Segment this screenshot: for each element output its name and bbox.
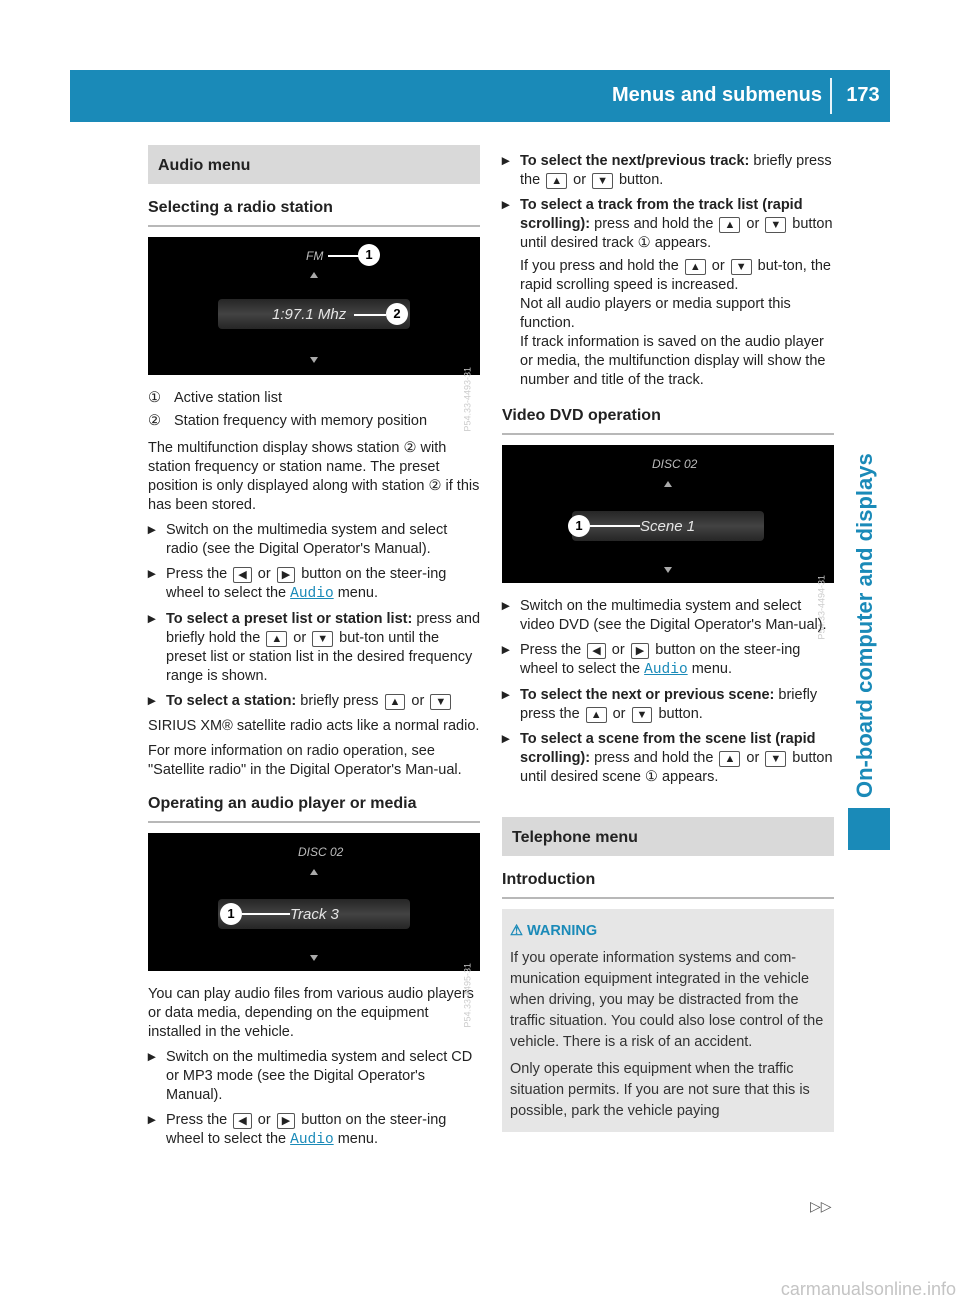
page-number: 173	[846, 84, 880, 106]
down-button-icon: ▼	[430, 694, 451, 710]
down-button-icon: ▼	[312, 631, 333, 647]
frequency-label: 1:97.1 Mhz	[272, 306, 347, 323]
track-label: Track 3	[290, 906, 339, 923]
warning-icon: ⚠	[510, 923, 523, 939]
step-note: Not all audio players or media support this function.	[520, 296, 791, 331]
side-tab-label: On-board computer and displays	[852, 453, 877, 798]
legend-number: ①	[148, 390, 161, 406]
paragraph: SIRIUS XM® satellite radio acts like a normal radio.	[148, 718, 480, 734]
operating-audio-heading: Operating an audio player or media	[148, 794, 480, 823]
step-title: To select a scene from the scene list (rapid scrolling):	[520, 731, 816, 766]
right-column	[502, 152, 834, 1132]
side-tab	[848, 122, 890, 806]
down-button-icon: ▼	[632, 707, 653, 723]
right-button-icon: ▶	[277, 567, 295, 583]
text: button.	[658, 706, 703, 722]
step: ▸ Switch on the multimedia system and select CD or MP3 mode (see the Digital Operator's Manual).	[148, 1048, 480, 1105]
text: If you press and hold the	[520, 258, 679, 274]
up-arrow-icon	[310, 869, 318, 875]
down-button-icon: ▼	[731, 259, 752, 275]
legend-text: Station frequency with memory position	[174, 413, 428, 429]
callout-1: 1	[358, 244, 380, 266]
up-arrow-icon	[310, 272, 318, 278]
callout-line	[328, 255, 360, 257]
down-arrow-icon	[310, 357, 318, 363]
text: or	[411, 693, 425, 709]
text: Press the	[520, 642, 582, 658]
continue-icon: ▷▷	[810, 1198, 832, 1214]
callout-1: 1	[220, 903, 242, 925]
disc-label: DISC 02	[298, 845, 344, 859]
left-button-icon: ◀	[587, 643, 605, 659]
text: or	[293, 630, 307, 646]
text: briefly press the	[520, 687, 818, 722]
callout-2: 2	[386, 303, 408, 325]
text: but-ton, the rapid scrolling speed is increased.	[520, 258, 831, 293]
text: button.	[618, 172, 664, 188]
warning-box	[502, 909, 834, 1132]
text: press and hold the	[594, 216, 714, 232]
step-title: To select a track from the track list (rapid scrolling):	[520, 197, 803, 232]
up-button-icon: ▲	[266, 631, 287, 647]
audio-menu-link: Audio	[290, 1132, 334, 1148]
figure-code: P54.33-4493-31	[463, 367, 473, 432]
step-title: To select the next/previous track:	[520, 153, 750, 169]
header-title: Menus and submenus	[611, 84, 822, 106]
text: or	[257, 566, 271, 582]
down-button-icon: ▼	[765, 217, 786, 233]
down-button-icon: ▼	[765, 751, 786, 767]
fm-label: FM	[306, 249, 324, 263]
step-note	[520, 257, 834, 295]
text: menu.	[337, 585, 378, 601]
step	[148, 692, 480, 711]
introduction-heading: Introduction	[502, 870, 834, 899]
left-column	[148, 145, 480, 1156]
scene-label: Scene 1	[640, 518, 696, 535]
text: or	[612, 706, 626, 722]
text: Press the	[166, 566, 228, 582]
callout-1: 1	[568, 515, 590, 537]
step	[148, 1111, 480, 1150]
text: but-ton until the preset list or station list in the desired frequency range is shown.	[166, 630, 473, 684]
up-button-icon: ▲	[385, 694, 406, 710]
right-button-icon: ▶	[277, 1113, 295, 1129]
selecting-station-heading: Selecting a radio station	[148, 198, 480, 227]
legend-item	[148, 412, 480, 431]
text: or	[746, 216, 760, 232]
up-button-icon: ▲	[719, 751, 740, 767]
figure-code: P54.33-4495-31	[463, 963, 473, 1028]
watermark: carmanualsonline.info	[780, 1279, 956, 1299]
legend-number: ②	[148, 413, 161, 429]
right-button-icon: ▶	[631, 643, 649, 659]
text: or	[611, 642, 625, 658]
step	[148, 610, 480, 686]
step	[502, 152, 834, 190]
audio-menu-link: Audio	[290, 586, 334, 602]
warning-title	[510, 921, 826, 942]
callout-line	[354, 314, 386, 316]
warning-label: WARNING	[527, 923, 598, 939]
legend-item	[148, 389, 480, 408]
step-title: To select a preset list or station list:	[166, 611, 413, 627]
down-button-icon: ▼	[592, 173, 613, 189]
warning-text: If you operate information systems and com-munication equipment integrated in the vehicle when driving, you may be distracted from the traffic situation. You could also lose control of the vehicle. There is a risk of an accident.	[510, 950, 824, 1050]
text: button until desired track ① appears.	[520, 216, 833, 251]
callout-line	[242, 913, 290, 915]
side-tab-marker	[848, 808, 890, 850]
text: button until desired scene ① appears.	[520, 750, 833, 785]
paragraph: For more information on radio operation, see "Satellite radio" in the Digital Operator's Man-ual.	[148, 743, 462, 778]
callout-line	[590, 525, 640, 527]
paragraph: You can play audio files from various audio players or data media, depending on the equipment installed in the vehicle.	[148, 986, 474, 1040]
up-button-icon: ▲	[719, 217, 740, 233]
up-button-icon: ▲	[546, 173, 567, 189]
step	[502, 641, 834, 680]
paragraph: The multifunction display shows station ② with station frequency or station name. The preset position is only displayed along with station ② if this has been stored.	[148, 440, 480, 513]
telephone-menu-heading: Telephone menu	[502, 817, 834, 856]
step-title: To select a station:	[166, 693, 297, 709]
text: button on the steer-ing wheel to select the	[166, 566, 447, 601]
audio-menu-link: Audio	[644, 662, 688, 678]
text: menu.	[691, 661, 732, 677]
step: ▸ Switch on the multimedia system and select video DVD (see the Digital Operator's Man-ual).	[502, 597, 834, 635]
step: ▸ Switch on the multimedia system and select radio (see the Digital Operator's Manual).	[148, 521, 480, 559]
up-button-icon: ▲	[586, 707, 607, 723]
text: Press the	[166, 1112, 228, 1128]
text: or	[257, 1112, 271, 1128]
text: briefly press the	[520, 153, 832, 188]
left-button-icon: ◀	[233, 567, 251, 583]
up-arrow-icon	[664, 481, 672, 487]
text: button on the steer-ing wheel to select the	[520, 642, 801, 677]
text: briefly press	[300, 693, 379, 709]
page-header	[70, 70, 890, 122]
text: button on the steer-ing wheel to select the	[166, 1112, 447, 1147]
step	[502, 686, 834, 724]
video-dvd-heading: Video DVD operation	[502, 406, 834, 435]
text: or	[573, 172, 587, 188]
left-button-icon: ◀	[233, 1113, 251, 1129]
step-note: If track information is saved on the audio player or media, the multifunction display will show the number and title of the track.	[520, 334, 826, 388]
text: press and hold the	[594, 750, 714, 766]
audio-menu-heading: Audio menu	[148, 145, 480, 184]
text: menu.	[337, 1131, 378, 1147]
down-arrow-icon	[310, 955, 318, 961]
step	[148, 565, 480, 604]
figure-code: P54.33-4494-31	[817, 575, 827, 640]
text: or	[746, 750, 760, 766]
up-button-icon: ▲	[685, 259, 706, 275]
header-separator	[830, 78, 832, 114]
text: or	[711, 258, 725, 274]
text: press and briefly hold the	[166, 611, 481, 646]
step-title: To select the next or previous scene:	[520, 687, 775, 703]
legend-text: Active station list	[174, 390, 282, 406]
step	[502, 730, 834, 787]
down-arrow-icon	[664, 567, 672, 573]
warning-text: Only operate this equipment when the traffic situation permits. If you are not sure that this is possible, park the vehicle paying	[510, 1061, 810, 1119]
step	[502, 196, 834, 390]
disc-label: DISC 02	[652, 457, 698, 471]
